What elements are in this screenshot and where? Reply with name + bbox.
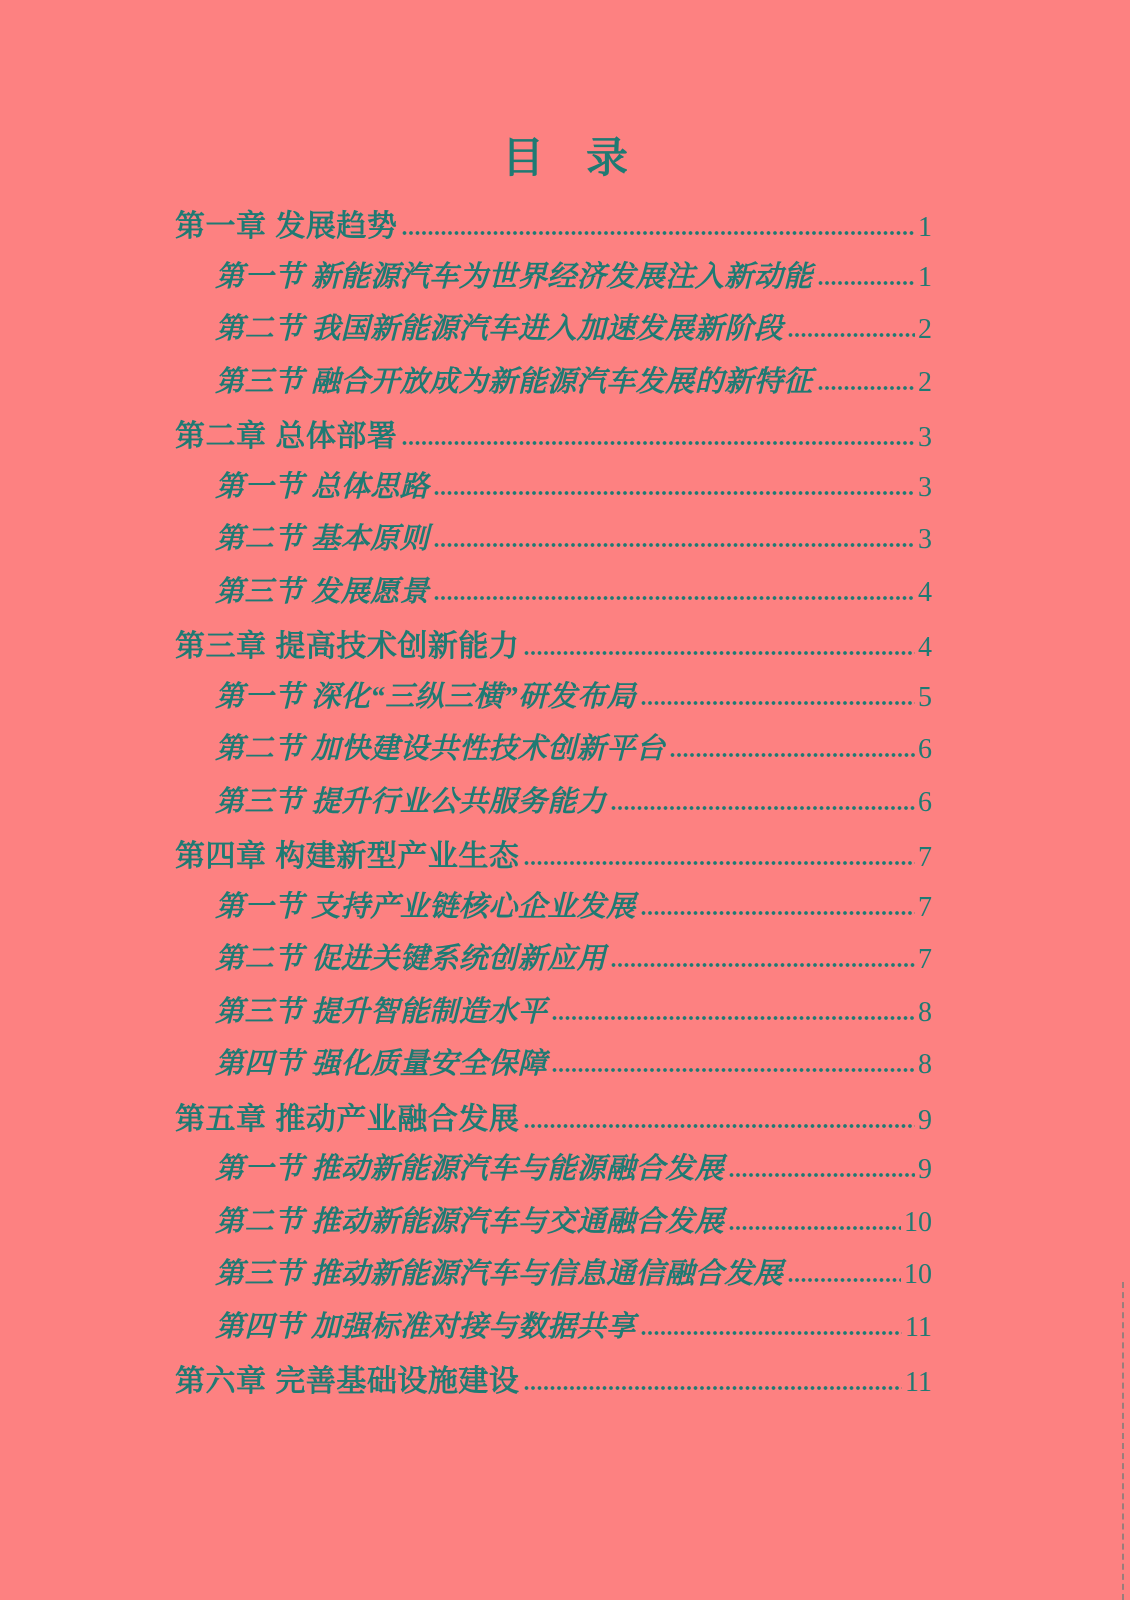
toc-entry: [175, 1199, 932, 1252]
toc-entry-page: 11: [905, 1311, 932, 1343]
toc-entry: [175, 1041, 932, 1094]
toc-entry-page: 7: [918, 842, 932, 873]
toc-entry-page: 8: [918, 1049, 932, 1080]
toc-entry-title: 第一节 总体思路: [215, 470, 430, 503]
toc-entry-title: 第一章 发展趋势: [175, 210, 398, 243]
toc-entry: [175, 726, 932, 779]
toc-entry-title: 第一节 新能源汽车为世界经济发展注入新动能: [215, 260, 813, 293]
toc-entry-title: 第二章 总体部署: [175, 420, 398, 453]
toc-entry-title: 第五章 推动产业融合发展: [175, 1102, 520, 1136]
toc-entry: [175, 674, 932, 727]
dot-leader-icon: [524, 860, 915, 866]
dot-leader-icon: [641, 1330, 902, 1336]
toc-entry: [175, 884, 932, 937]
toc-entry-page: 2: [918, 314, 932, 345]
toc-entry-title: 第六章 完善基础设施建设: [175, 1365, 520, 1398]
toc-list: [175, 201, 932, 1409]
toc-entry-title: 第一节 推动新能源汽车与能源融合发展: [215, 1153, 725, 1185]
dot-leader-icon: [611, 962, 915, 968]
toc-entry: [175, 254, 932, 307]
toc-entry: [175, 779, 932, 832]
toc-entry: [175, 359, 932, 412]
dot-leader-icon: [524, 650, 915, 656]
toc-entry: [175, 569, 932, 622]
toc-entry-title: 第三节 推动新能源汽车与信息通信融合发展: [215, 1258, 784, 1290]
toc-entry: [175, 989, 932, 1042]
toc-entry-page: 10: [904, 1259, 932, 1290]
toc-entry-page: 9: [918, 1104, 932, 1136]
dot-leader-icon: [788, 1277, 901, 1283]
toc-entry-page: 1: [918, 212, 932, 243]
toc-entry-page: 8: [918, 996, 932, 1028]
toc-entry-title: 第一节 支持产业链核心企业发展: [215, 890, 636, 923]
toc-entry: [175, 936, 932, 989]
toc-entry-page: 6: [918, 786, 932, 818]
dot-leader-icon: [434, 490, 915, 496]
toc-entry-page: 3: [918, 422, 932, 453]
dot-leader-icon: [402, 230, 915, 236]
toc-entry-page: 10: [904, 1206, 932, 1238]
toc-entry: [175, 831, 932, 884]
toc-entry-page: 4: [918, 576, 932, 608]
dot-leader-icon: [434, 595, 915, 601]
toc-entry-title: 第三节 发展愿景: [215, 575, 430, 608]
dot-leader-icon: [524, 1123, 915, 1129]
toc-entry: [175, 1304, 932, 1357]
dot-leader-icon: [611, 805, 915, 811]
toc-entry: [175, 464, 932, 517]
toc-entry-page: 5: [918, 681, 932, 713]
toc-entry-title: 第二节 加快建设共性技术创新平台: [215, 733, 666, 765]
dot-leader-icon: [641, 910, 915, 916]
toc-entry-title: 第三节 融合开放成为新能源汽车发展的新特征: [215, 365, 813, 398]
toc-entry: [175, 1094, 932, 1147]
toc-entry: [175, 201, 932, 254]
toc-entry: [175, 306, 932, 359]
toc-entry-page: 11: [905, 1367, 932, 1398]
toc-entry-title: 第四节 加强标准对接与数据共享: [215, 1310, 636, 1343]
toc-entry-title: 第三章 提高技术创新能力: [175, 630, 520, 663]
dot-leader-icon: [402, 440, 915, 446]
dot-leader-icon: [552, 1015, 915, 1021]
toc-entry-title: 第三节 提升智能制造水平: [215, 995, 548, 1028]
toc-entry-title: 第二节 我国新能源汽车进入加速发展新阶段: [215, 313, 784, 345]
toc-entry-page: 1: [918, 261, 932, 293]
toc-entry-page: 7: [918, 891, 932, 923]
dot-leader-icon: [818, 280, 915, 286]
dot-leader-icon: [729, 1172, 915, 1178]
toc-entry: [175, 1146, 932, 1199]
dot-leader-icon: [434, 542, 915, 548]
toc-entry: [175, 516, 932, 569]
toc-entry-title: 第一节 深化“三纵三横”研发布局: [215, 680, 637, 713]
dot-leader-icon: [670, 752, 915, 758]
dot-leader-icon: [641, 700, 915, 706]
dot-leader-icon: [524, 1385, 902, 1391]
page-title: 目 录: [501, 134, 628, 181]
toc-entry-page: 7: [918, 944, 932, 975]
dot-leader-icon: [729, 1225, 901, 1231]
toc-entry-page: 3: [918, 524, 932, 555]
toc-entry-page: 3: [918, 471, 932, 503]
toc-entry: [175, 621, 932, 674]
dot-leader-icon: [788, 332, 915, 338]
toc-entry-title: 第四章 构建新型产业生态: [175, 840, 520, 873]
toc-entry-title: 第二节 促进关键系统创新应用: [215, 943, 607, 975]
toc-entry-page: 2: [918, 366, 932, 398]
toc-entry-title: 第四节 强化质量安全保障: [215, 1048, 548, 1080]
dot-leader-icon: [818, 385, 915, 391]
toc-entry: [175, 411, 932, 464]
toc-entry-page: 6: [918, 734, 932, 765]
toc-entry-title: 第二节 基本原则: [215, 523, 430, 555]
dot-leader-icon: [552, 1067, 915, 1073]
toc-entry-title: 第二节 推动新能源汽车与交通融合发展: [215, 1205, 725, 1238]
toc-entry: [175, 1251, 932, 1304]
toc-entry-page: 9: [918, 1154, 932, 1185]
toc-entry: [175, 1356, 932, 1409]
toc-entry-page: 4: [918, 632, 932, 663]
toc-entry-title: 第三节 提升行业公共服务能力: [215, 785, 607, 818]
scan-artifact: [1122, 1282, 1124, 1600]
